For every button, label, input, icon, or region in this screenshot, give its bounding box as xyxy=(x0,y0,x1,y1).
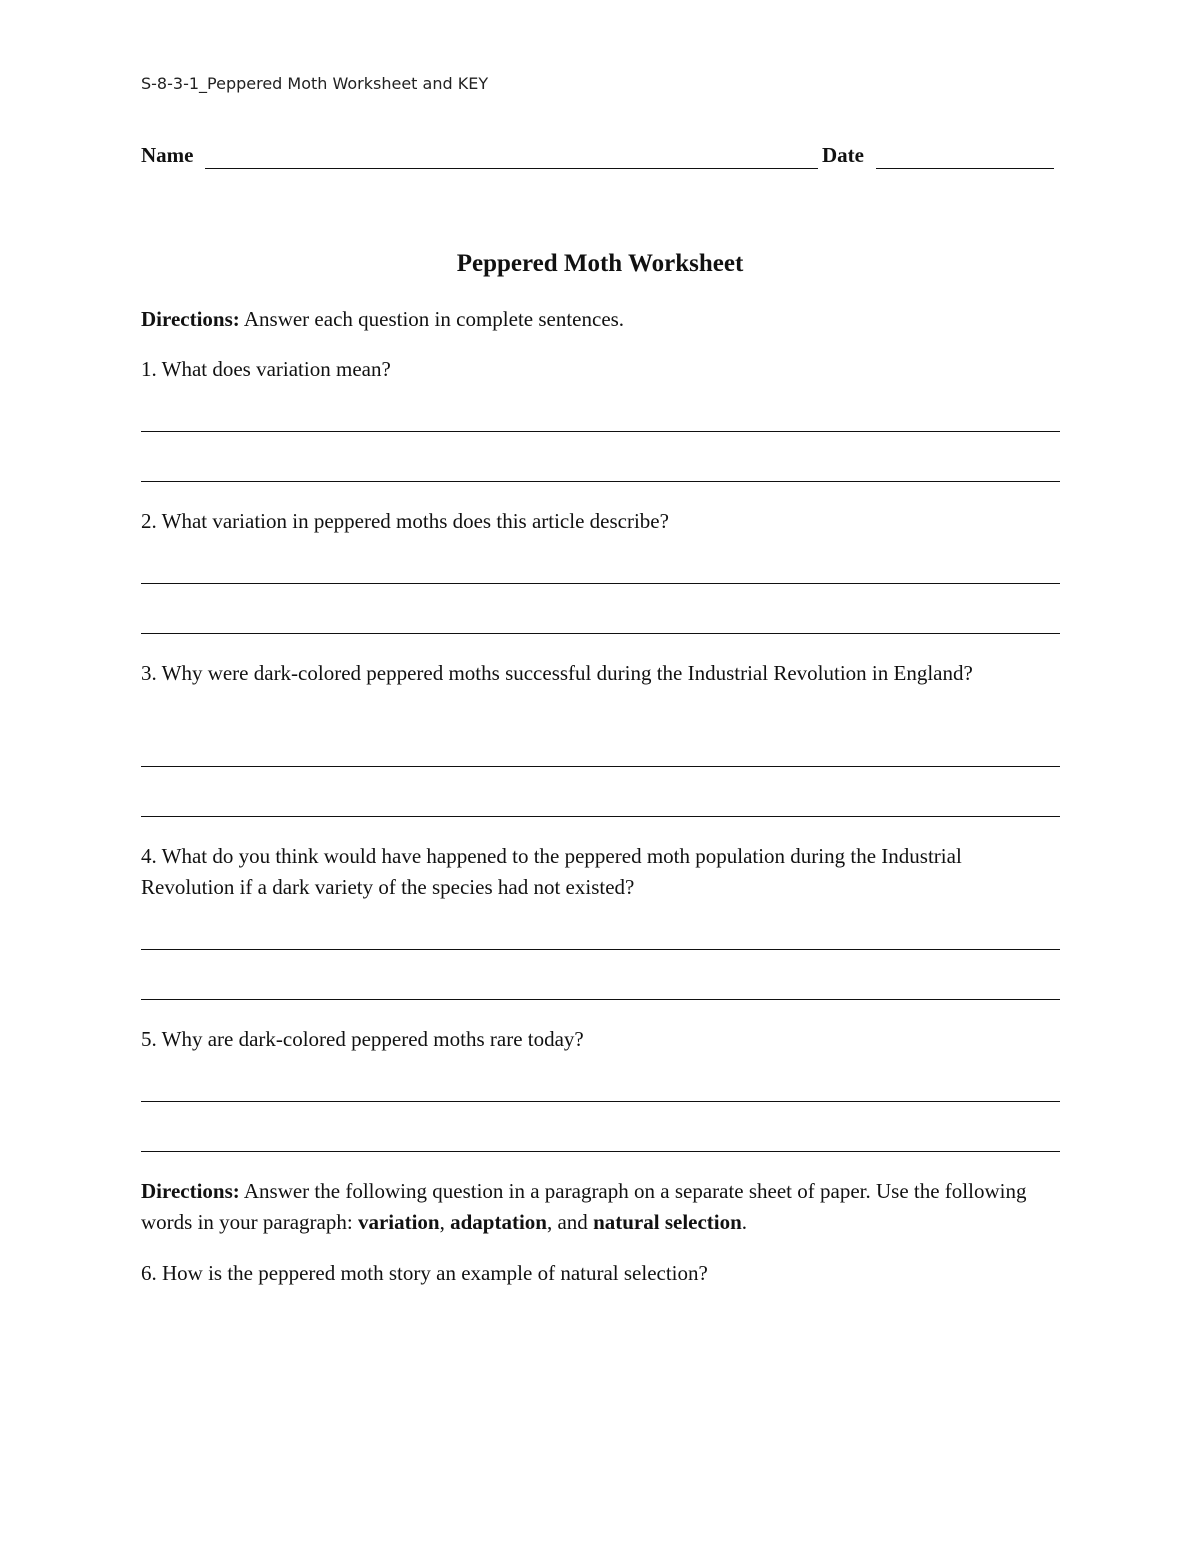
keyword-natural-selection: natural selection xyxy=(593,1210,742,1234)
directions-1-label: Directions: xyxy=(141,307,240,331)
directions-2-text: Answer the following question in a paragraph on a separate sheet of paper. Use the following words in your paragraph: xyxy=(141,1179,1027,1234)
directions-2 xyxy=(141,1176,1056,1238)
question-4: 4. What do you think would have happened to the peppered moth population during the Industrial Revolution if a dark variety of the species had not existed? xyxy=(141,844,962,899)
answer-line[interactable] xyxy=(141,816,1060,817)
answer-line[interactable] xyxy=(141,633,1060,634)
question-1: 1. What does variation mean? xyxy=(141,357,391,381)
answer-line[interactable] xyxy=(141,431,1060,432)
date-label: Date xyxy=(822,143,864,167)
document-header: S-8-3-1_Peppered Moth Worksheet and KEY xyxy=(141,74,489,93)
separator: , xyxy=(439,1210,451,1234)
page-title: Peppered Moth Worksheet xyxy=(456,250,744,277)
answer-line[interactable] xyxy=(141,1101,1060,1102)
question-6: 6. How is the peppered moth story an example of natural selection? xyxy=(141,1261,708,1285)
period: . xyxy=(741,1210,748,1234)
date-field[interactable] xyxy=(876,168,1054,169)
question-5: 5. Why are dark-colored peppered moths rare today? xyxy=(141,1027,584,1051)
separator: , and xyxy=(546,1210,594,1234)
answer-line[interactable] xyxy=(141,481,1060,482)
name-field[interactable] xyxy=(205,168,818,169)
answer-line[interactable] xyxy=(141,766,1060,767)
directions-1 xyxy=(141,304,1051,335)
answer-line[interactable] xyxy=(141,583,1060,584)
name-label: Name xyxy=(141,143,194,167)
answer-line[interactable] xyxy=(141,999,1060,1000)
answer-line[interactable] xyxy=(141,1151,1060,1152)
name-date-row xyxy=(141,143,1056,173)
answer-line[interactable] xyxy=(141,949,1060,950)
directions-1-text: Answer each question in complete sentences. xyxy=(239,307,625,331)
directions-2-label: Directions: xyxy=(141,1179,240,1203)
question-3: 3. Why were dark-colored peppered moths successful during the Industrial Revolution in England? xyxy=(141,661,973,685)
keyword-adaptation: adaptation xyxy=(450,1210,547,1234)
keyword-variation: variation xyxy=(357,1210,440,1234)
question-2: 2. What variation in peppered moths does this article describe? xyxy=(141,509,669,533)
